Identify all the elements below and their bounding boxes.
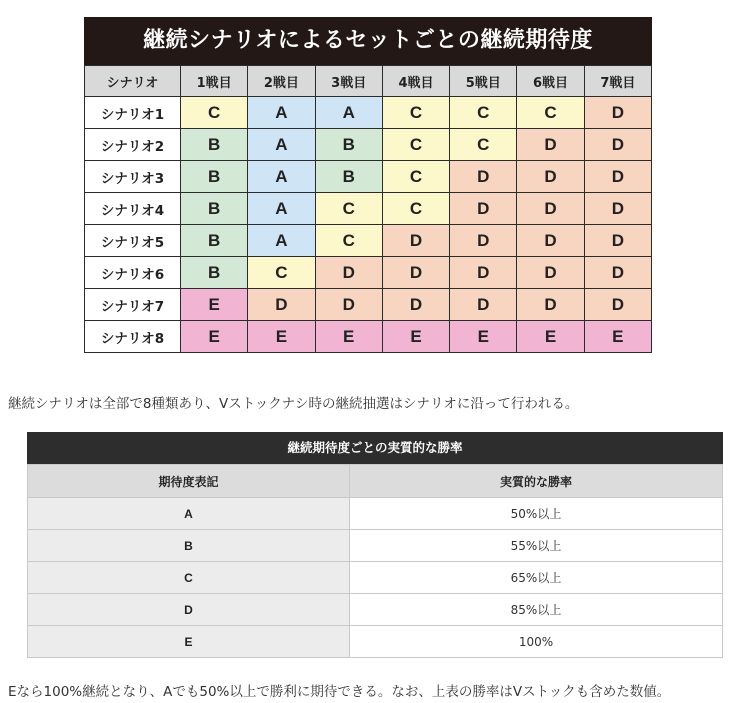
win-rate-row: [28, 530, 723, 562]
expectation-cell: C: [382, 129, 449, 161]
expectation-cell: C: [450, 129, 517, 161]
expectation-cell: C: [315, 225, 382, 257]
expectation-cell: A: [315, 97, 382, 129]
expectation-cell: C: [382, 161, 449, 193]
scenario-label: シナリオ6: [85, 257, 181, 289]
scenario-row: [85, 321, 652, 353]
scenario-row: [85, 257, 652, 289]
expectation-cell: D: [450, 161, 517, 193]
expectation-cell: D: [450, 289, 517, 321]
battle-column-header: 5戦目: [450, 66, 517, 97]
expectation-cell: A: [248, 193, 315, 225]
scenario-table-body: [85, 97, 652, 353]
scenario-label: シナリオ8: [85, 321, 181, 353]
expectation-cell: D: [382, 257, 449, 289]
expectation-cell: C: [181, 97, 248, 129]
win-rate-row: [28, 562, 723, 594]
expectation-cell: D: [315, 289, 382, 321]
expectation-cell: D: [584, 97, 651, 129]
expectation-cell: E: [450, 321, 517, 353]
win-rate-row: [28, 498, 723, 530]
win-rate-header-row: [28, 465, 723, 498]
grade-cell: A: [28, 498, 350, 530]
rate-cell: 85%以上: [350, 594, 723, 626]
scenario-caption: 継続シナリオは全部で8種類あり、Vストックナシ時の継続抽選はシナリオに沿って行われる。: [8, 396, 579, 412]
expectation-cell: B: [315, 129, 382, 161]
expectation-cell: D: [450, 257, 517, 289]
grade-cell: C: [28, 562, 350, 594]
rate-column-header: 実質的な勝率: [350, 465, 723, 498]
expectation-cell: D: [517, 193, 584, 225]
expectation-cell: D: [517, 225, 584, 257]
scenario-row: [85, 193, 652, 225]
win-rate-caption: Eなら100%継続となり、Aでも50%以上で勝利に期待できる。なお、上表の勝率はVストックも含めた数値。: [8, 684, 671, 700]
grade-cell: E: [28, 626, 350, 658]
expectation-cell: B: [181, 225, 248, 257]
expectation-cell: E: [248, 321, 315, 353]
battle-column-header: 3戦目: [315, 66, 382, 97]
scenario-table-title: 継続シナリオによるセットごとの継続期待度: [84, 17, 652, 65]
win-rate-table-title: 継続期待度ごとの実質的な勝率: [27, 432, 723, 464]
battle-column-header: 1戦目: [181, 66, 248, 97]
expectation-cell: A: [248, 97, 315, 129]
expectation-cell: D: [517, 129, 584, 161]
expectation-cell: D: [382, 225, 449, 257]
expectation-cell: D: [584, 257, 651, 289]
battle-column-header: 6戦目: [517, 66, 584, 97]
expectation-cell: D: [584, 161, 651, 193]
rate-cell: 100%: [350, 626, 723, 658]
expectation-cell: B: [181, 129, 248, 161]
expectation-cell: C: [248, 257, 315, 289]
expectation-cell: C: [517, 97, 584, 129]
expectation-cell: D: [584, 289, 651, 321]
expectation-cell: B: [181, 161, 248, 193]
scenario-label: シナリオ5: [85, 225, 181, 257]
grade-cell: D: [28, 594, 350, 626]
expectation-cell: A: [248, 225, 315, 257]
expectation-cell: C: [382, 97, 449, 129]
expectation-cell: D: [450, 225, 517, 257]
expectation-cell: D: [248, 289, 315, 321]
scenario-column-header: シナリオ: [85, 66, 181, 97]
rate-cell: 55%以上: [350, 530, 723, 562]
expectation-cell: D: [584, 193, 651, 225]
expectation-cell: C: [450, 97, 517, 129]
win-rate-table-body: [28, 498, 723, 658]
expectation-cell: E: [315, 321, 382, 353]
expectation-cell: A: [248, 161, 315, 193]
scenario-label: シナリオ2: [85, 129, 181, 161]
scenario-label: シナリオ1: [85, 97, 181, 129]
grade-cell: B: [28, 530, 350, 562]
win-rate-table: [27, 464, 723, 658]
expectation-cell: C: [382, 193, 449, 225]
expectation-cell: D: [517, 257, 584, 289]
expectation-cell: D: [517, 161, 584, 193]
expectation-cell: D: [450, 193, 517, 225]
grade-column-header: 期待度表記: [28, 465, 350, 498]
scenario-row: [85, 289, 652, 321]
expectation-cell: E: [181, 321, 248, 353]
expectation-cell: B: [181, 193, 248, 225]
expectation-cell: E: [382, 321, 449, 353]
expectation-cell: B: [181, 257, 248, 289]
scenario-label: シナリオ3: [85, 161, 181, 193]
scenario-table: [84, 65, 652, 353]
scenario-row: [85, 97, 652, 129]
scenario-row: [85, 161, 652, 193]
scenario-row: [85, 225, 652, 257]
battle-column-header: 4戦目: [382, 66, 449, 97]
battle-column-header: 2戦目: [248, 66, 315, 97]
scenario-label: シナリオ4: [85, 193, 181, 225]
rate-cell: 65%以上: [350, 562, 723, 594]
expectation-cell: D: [584, 225, 651, 257]
battle-column-header: 7戦目: [584, 66, 651, 97]
expectation-cell: D: [517, 289, 584, 321]
expectation-cell: D: [584, 129, 651, 161]
expectation-cell: C: [315, 193, 382, 225]
scenario-table-header-row: [85, 66, 652, 97]
win-rate-table-block: [27, 432, 723, 658]
scenario-label: シナリオ7: [85, 289, 181, 321]
expectation-cell: E: [584, 321, 651, 353]
expectation-cell: A: [248, 129, 315, 161]
expectation-cell: E: [517, 321, 584, 353]
expectation-cell: D: [315, 257, 382, 289]
scenario-row: [85, 129, 652, 161]
expectation-cell: E: [181, 289, 248, 321]
rate-cell: 50%以上: [350, 498, 723, 530]
win-rate-row: [28, 594, 723, 626]
expectation-cell: D: [382, 289, 449, 321]
win-rate-row: [28, 626, 723, 658]
scenario-table-block: [84, 17, 652, 353]
expectation-cell: B: [315, 161, 382, 193]
